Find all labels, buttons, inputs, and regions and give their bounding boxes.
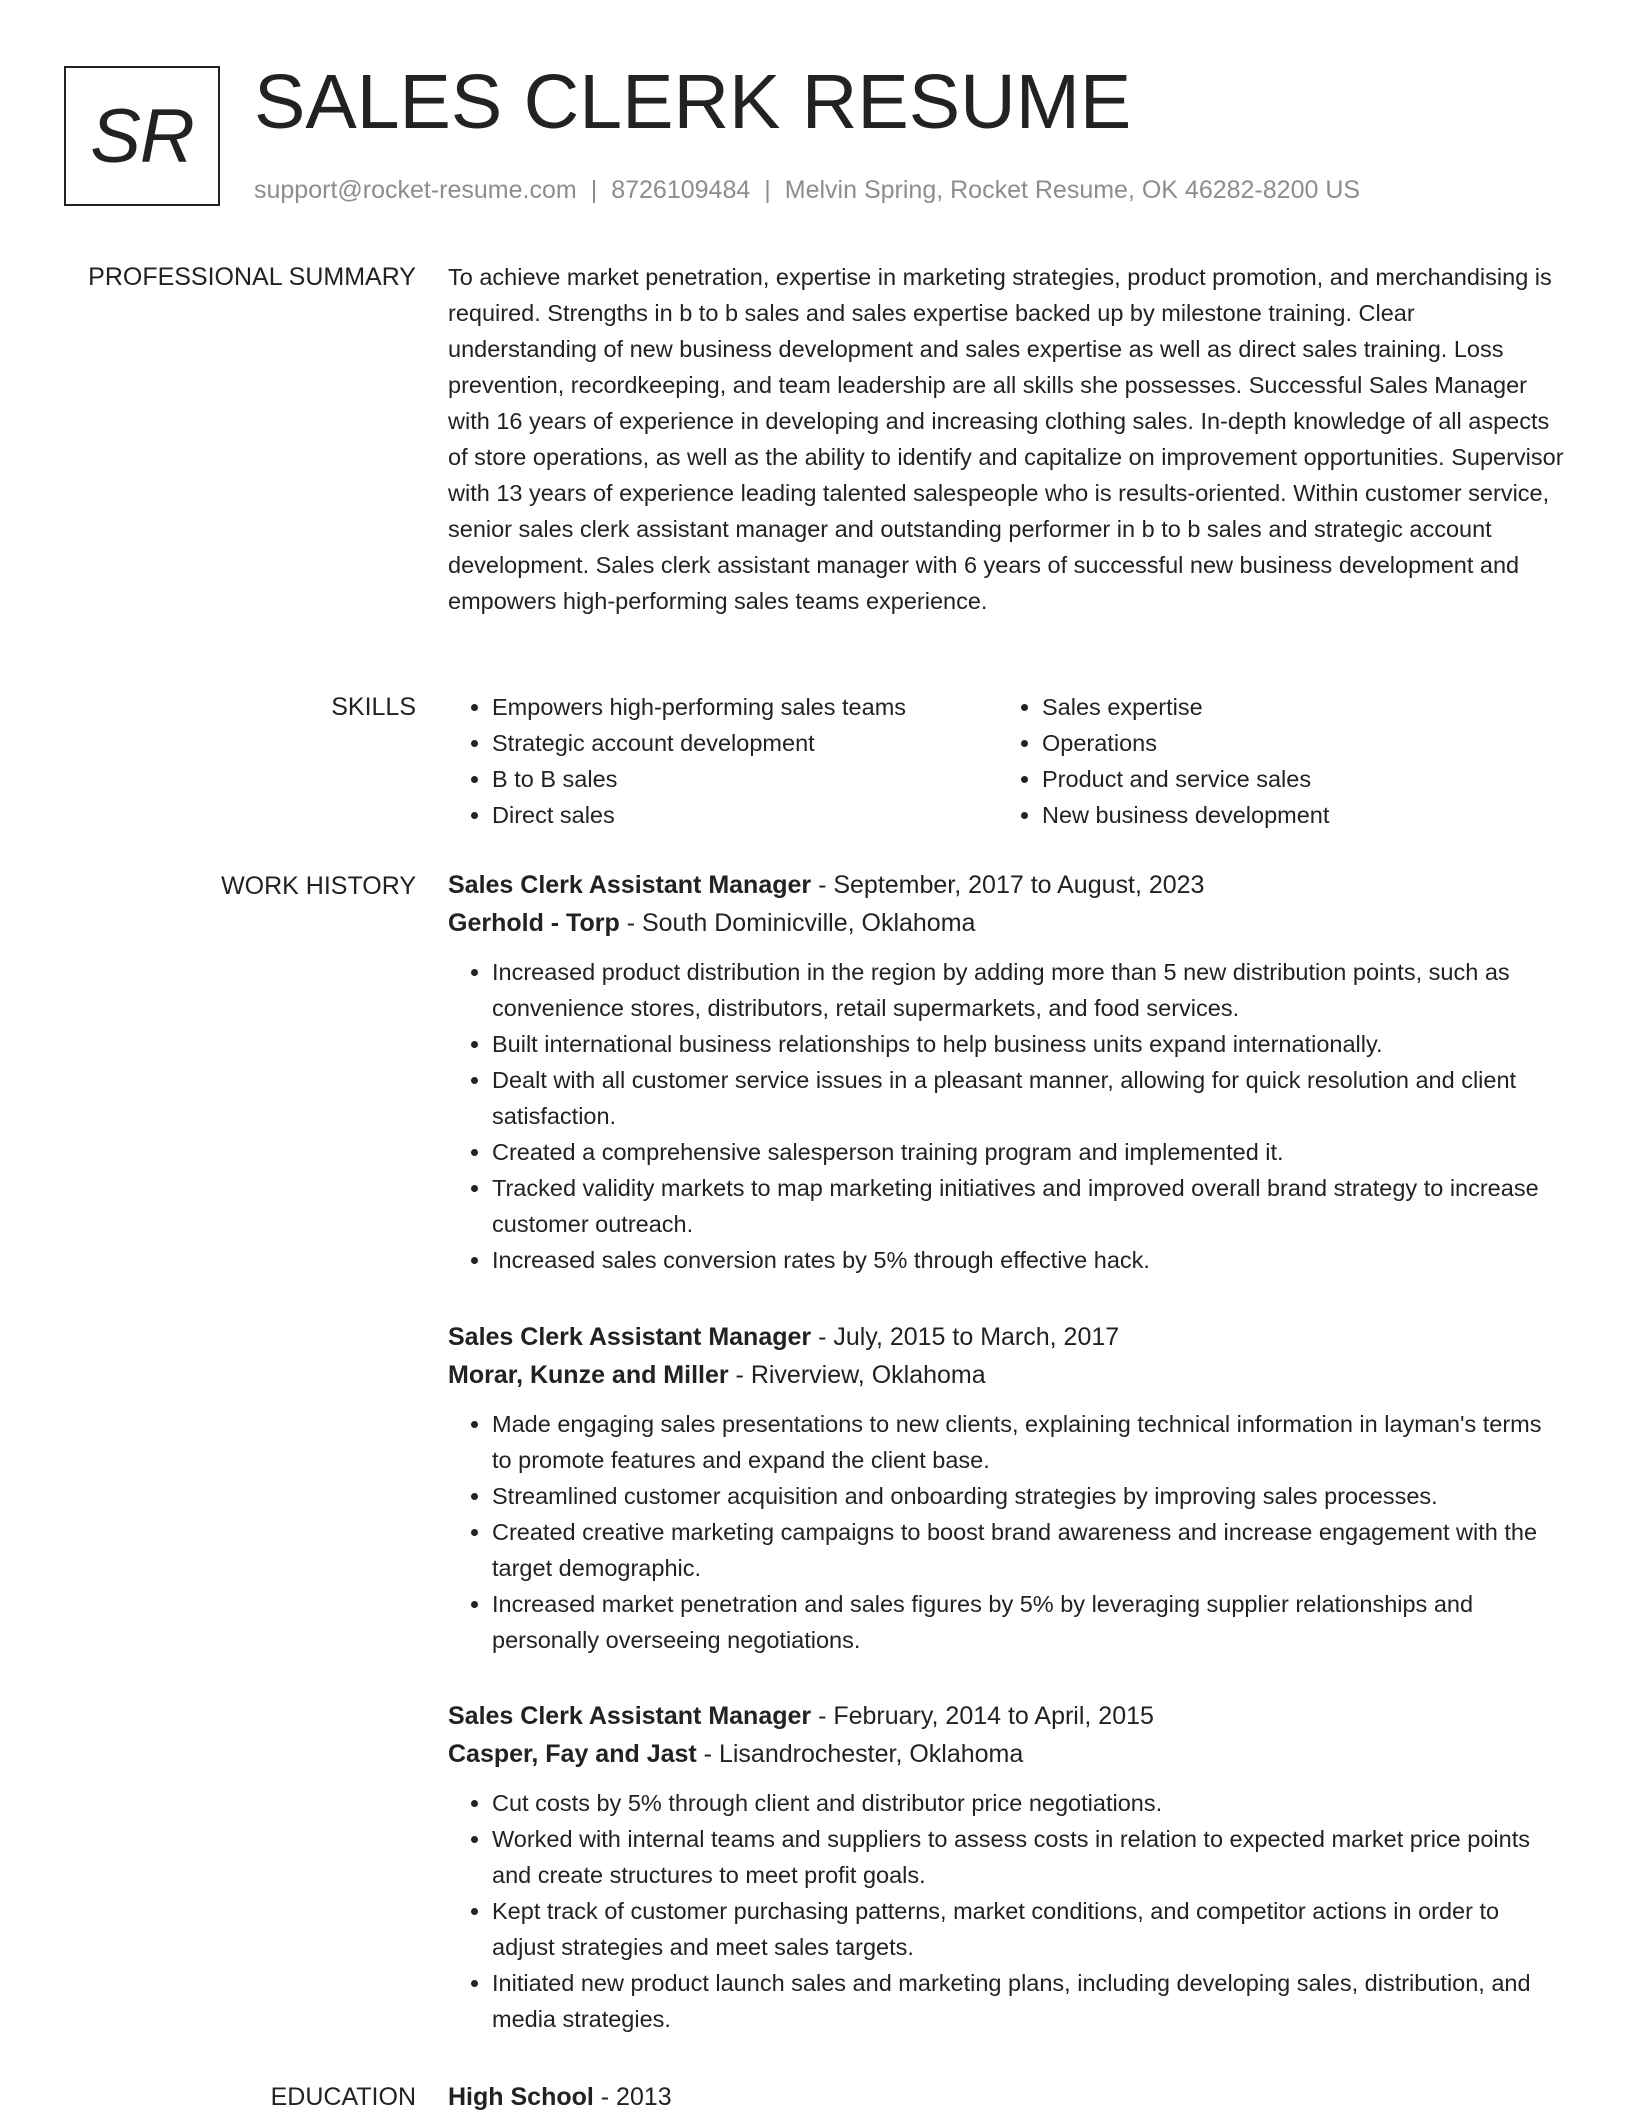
contact-separator: | bbox=[764, 176, 771, 204]
education-degree: High School bbox=[448, 2083, 594, 2111]
job-location: - Riverview, Oklahoma bbox=[728, 1361, 986, 1389]
education-year: - 2013 bbox=[593, 2083, 672, 2111]
job-bullet: • Tracked validity markets to map marketing initiatives and improved overall brand strategy to increase customer outreach. bbox=[492, 1170, 1566, 1242]
job-bullet: • Worked with internal teams and suppliers to assess costs in relation to expected market price points and create structures to meet profit goals. bbox=[492, 1821, 1566, 1893]
job-bullet: • Dealt with all customer service issues in a pleasant manner, allowing for quick resolution and client satisfaction. bbox=[492, 1062, 1566, 1134]
job-title-line bbox=[448, 866, 1566, 904]
job-title-line bbox=[448, 1318, 1566, 1356]
job-company: Gerhold - Torp bbox=[448, 909, 620, 937]
education-label: EDUCATION bbox=[270, 2083, 416, 2111]
job-title: Sales Clerk Assistant Manager bbox=[448, 871, 812, 899]
job-bullet: • Increased market penetration and sales figures by 5% by leveraging supplier relationships and personally overseeing negotiations. bbox=[492, 1586, 1566, 1658]
job-company: Casper, Fay and Jast bbox=[448, 1740, 697, 1768]
job-entry bbox=[448, 1697, 1566, 2037]
summary-label: PROFESSIONAL SUMMARY bbox=[88, 263, 416, 291]
contact-address: Melvin Spring, Rocket Resume, OK 46282-8200 US bbox=[784, 176, 1361, 204]
job-bullet: • Created creative marketing campaigns to boost brand awareness and increase engagement with the target demographic. bbox=[492, 1514, 1566, 1586]
job-bullet: • Created a comprehensive salesperson training program and implemented it. bbox=[492, 1134, 1566, 1170]
summary-text: To achieve market penetration, expertise in marketing strategies, product promotion, and merchandising is required. Strengths in b to b sales and sales expertise backed up by milestone training. Clear understanding of new business development and sales expertise as well as direct sales training. Loss prevention, recordkeeping, and team leadership are all skills she possesses. Successful Sales Manager with 16 years of experience in developing and increasing clothing sales. In-depth knowledge of all aspects of store operations, as well as the ability to identify and capitalize on improvement opportunities. Supervisor with 13 years of experience leading talented salespeople who is results-oriented. Within customer service, senior sales clerk assistant manager and outstanding performer in b to b sales and strategic account development. Sales clerk assistant manager with 6 years of successful new business development and empowers high-performing sales teams experience. bbox=[448, 264, 1564, 614]
job-entry bbox=[448, 1318, 1566, 1658]
job-company: Morar, Kunze and Miller bbox=[448, 1361, 729, 1389]
job-dates: - July, 2015 to March, 2017 bbox=[811, 1323, 1120, 1351]
job-title: Sales Clerk Assistant Manager bbox=[448, 1702, 812, 1730]
skills-list-left bbox=[448, 689, 998, 833]
job-company-line bbox=[448, 1356, 1566, 1394]
education-line bbox=[448, 2078, 1566, 2116]
contact-line bbox=[254, 174, 1360, 206]
skill-item: • Empowers high-performing sales teams bbox=[492, 689, 998, 725]
job-dates: - February, 2014 to April, 2015 bbox=[811, 1702, 1154, 1730]
work-history-label: WORK HISTORY bbox=[221, 872, 416, 900]
skill-item: • B to B sales bbox=[492, 761, 998, 797]
monogram: SR bbox=[64, 66, 220, 206]
job-bullet: • Made engaging sales presentations to new clients, explaining technical information in layman's terms to promote features and expand the client base. bbox=[492, 1406, 1566, 1478]
job-bullet: • Cut costs by 5% through client and distributor price negotiations. bbox=[492, 1785, 1566, 1821]
job-bullet: • Streamlined customer acquisition and onboarding strategies by improving sales processes. bbox=[492, 1478, 1566, 1514]
skill-item: • New business development bbox=[1042, 797, 1542, 833]
job-location: - Lisandrochester, Oklahoma bbox=[696, 1740, 1024, 1768]
skills-label: SKILLS bbox=[331, 693, 416, 721]
job-bullet: • Kept track of customer purchasing patterns, market conditions, and competitor actions in order to adjust strategies and meet sales targets. bbox=[492, 1893, 1566, 1965]
job-title: Sales Clerk Assistant Manager bbox=[448, 1323, 812, 1351]
job-company-line bbox=[448, 1735, 1566, 1773]
job-bullet-list bbox=[448, 1406, 1566, 1658]
contact-separator: | bbox=[590, 176, 598, 204]
resume-title: SALES CLERK RESUME bbox=[254, 59, 1132, 145]
job-bullet: • Increased sales conversion rates by 5% through effective hack. bbox=[492, 1242, 1566, 1278]
skill-item: • Product and service sales bbox=[1042, 761, 1542, 797]
job-bullet: • Built international business relationships to help business units expand internationally. bbox=[492, 1026, 1566, 1062]
job-location: - South Dominicville, Oklahoma bbox=[619, 909, 976, 937]
job-dates: - September, 2017 to August, 2023 bbox=[811, 871, 1205, 899]
job-company-line bbox=[448, 904, 1566, 942]
contact-email[interactable]: support@rocket-resume.com bbox=[254, 176, 577, 204]
skill-item: • Strategic account development bbox=[492, 725, 998, 761]
job-entry bbox=[448, 866, 1566, 1278]
job-bullet: • Increased product distribution in the region by adding more than 5 new distribution points, such as convenience stores, distributors, retail supermarkets, and food services. bbox=[492, 954, 1566, 1026]
skills-list-right bbox=[998, 689, 1542, 833]
skill-item: • Direct sales bbox=[492, 797, 998, 833]
job-bullet-list bbox=[448, 1785, 1566, 2037]
job-bullet-list bbox=[448, 954, 1566, 1278]
job-bullet: • Initiated new product launch sales and marketing plans, including developing sales, distribution, and media strategies. bbox=[492, 1965, 1566, 2037]
skill-item: • Operations bbox=[1042, 725, 1542, 761]
job-title-line bbox=[448, 1697, 1566, 1735]
contact-phone[interactable]: 8726109484 bbox=[611, 176, 751, 204]
skill-item: • Sales expertise bbox=[1042, 689, 1542, 725]
